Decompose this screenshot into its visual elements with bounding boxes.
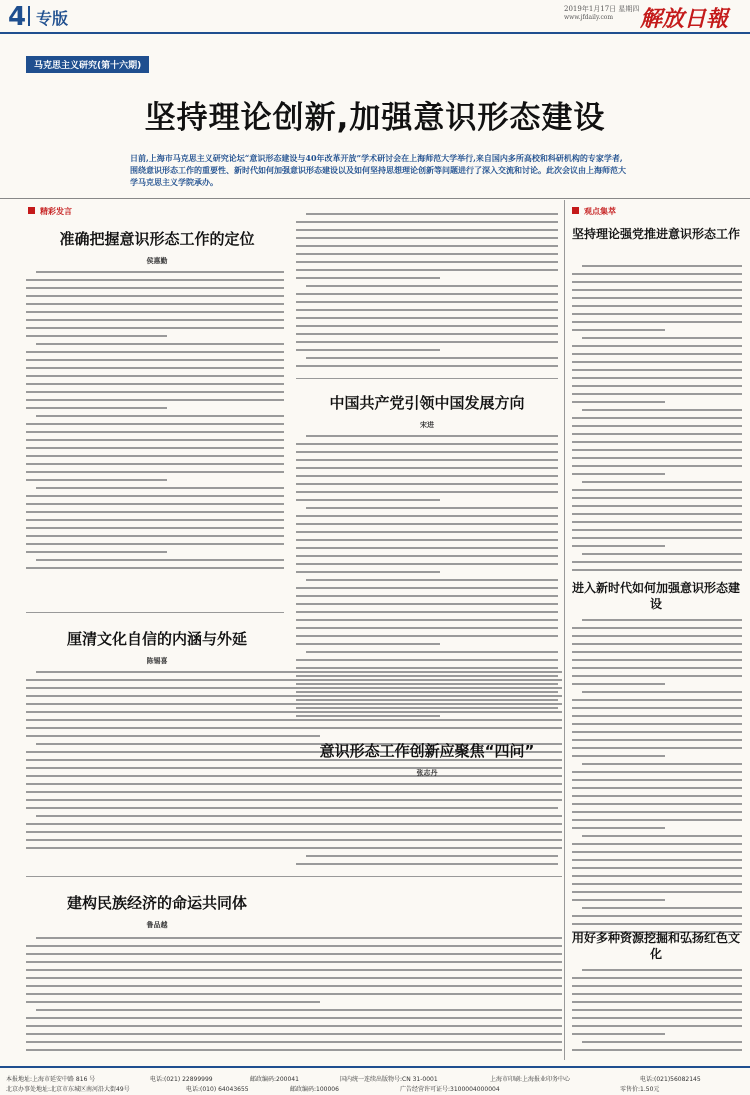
text-line <box>296 346 558 354</box>
text-line <box>296 266 558 274</box>
text-line <box>26 428 284 436</box>
text-line <box>572 566 742 574</box>
sidebar-title: 坚持理论强党推进意识形态工作 <box>571 227 740 241</box>
text-line <box>572 526 742 534</box>
text-line <box>296 712 558 720</box>
section-rule <box>26 612 284 613</box>
tag-viewpoints: 观点集萃 <box>572 206 616 217</box>
footer-phone: 电话:(021) 22899999 <box>150 1076 213 1083</box>
text-line <box>26 452 284 460</box>
sidebar-title: 用好多种资源挖掘和弘扬红色文化 <box>571 931 740 961</box>
text-line <box>296 504 558 512</box>
text-line <box>26 444 284 452</box>
article-author: 鲁品越 <box>146 920 168 929</box>
text-line <box>26 998 562 1006</box>
text-line <box>572 390 742 398</box>
text-line <box>572 816 742 824</box>
text-line <box>296 704 558 712</box>
text-line <box>26 388 284 396</box>
text-line <box>572 1006 742 1014</box>
article-author: 陈锡喜 <box>146 656 168 665</box>
text-line <box>26 950 562 958</box>
text-line <box>572 414 742 422</box>
text-line <box>26 1030 562 1038</box>
text-line <box>572 688 742 696</box>
text-line <box>26 540 284 548</box>
series-label: 马克思主义研究(第十六期) <box>26 56 149 73</box>
text-line <box>572 840 742 848</box>
footer-ad-license: 广告经营许可证号:3100004000004 <box>400 1086 500 1093</box>
text-line <box>26 564 284 572</box>
text-line <box>296 528 558 536</box>
text-line <box>26 356 284 364</box>
footer-cn: 国内统一连续出版物号:CN 31-0001 <box>340 1076 438 1083</box>
text-line <box>572 856 742 864</box>
footer-beijing-address: 北京办事处地址:北京市东城区南河沿大街49号 <box>6 1086 130 1093</box>
text-line <box>296 456 558 464</box>
footer-printer: 上海市印刷:上海报业印务中心 <box>490 1076 571 1083</box>
text-line <box>572 616 742 624</box>
section-name: 专版 <box>36 9 69 28</box>
text-line <box>26 548 284 556</box>
text-line <box>572 776 742 784</box>
text-line <box>296 656 558 664</box>
footer-price: 零售价:1.50元 <box>620 1086 660 1093</box>
text-line <box>26 396 284 404</box>
text-line <box>572 366 742 374</box>
text-line <box>572 462 742 470</box>
text-line <box>296 472 558 480</box>
text-line <box>572 534 742 542</box>
text-line <box>572 542 742 550</box>
text-line <box>572 350 742 358</box>
text-line <box>572 302 742 310</box>
article-title: 准确把握意识形态工作的定位 <box>59 230 255 248</box>
text-line <box>572 374 742 382</box>
text-line <box>296 258 558 266</box>
text-line <box>572 728 742 736</box>
text-line <box>572 784 742 792</box>
article-title: 意识形态工作创新应聚焦“四问” <box>319 742 535 760</box>
text-line <box>26 484 284 492</box>
text-line <box>572 912 742 920</box>
article-body <box>26 934 562 1058</box>
text-line <box>26 942 562 950</box>
text-line <box>296 520 558 528</box>
text-line <box>26 268 284 276</box>
website: www.jfdaily.com <box>564 14 614 21</box>
text-line <box>26 420 284 428</box>
text-line <box>296 600 558 608</box>
text-line <box>26 348 284 356</box>
text-line <box>296 536 558 544</box>
page-title: 坚持理论创新,加强意识形态建设 <box>144 100 606 136</box>
text-line <box>572 486 742 494</box>
text-line <box>26 460 284 468</box>
text-line <box>296 480 558 488</box>
text-line <box>296 648 558 656</box>
text-line <box>572 792 742 800</box>
text-line <box>572 990 742 998</box>
text-line <box>296 788 558 796</box>
text-line <box>572 672 742 680</box>
text-line <box>26 324 284 332</box>
text-line <box>296 820 558 828</box>
text-line <box>26 966 562 974</box>
text-line <box>296 804 558 812</box>
text-line <box>572 382 742 390</box>
header-divider <box>28 6 30 26</box>
text-line <box>26 524 284 532</box>
text-line <box>296 852 558 860</box>
text-line <box>572 880 742 888</box>
text-line <box>26 1038 562 1046</box>
text-line <box>572 518 742 526</box>
text-line <box>572 398 742 406</box>
text-line <box>572 632 742 640</box>
text-line <box>572 1038 742 1046</box>
text-line <box>26 990 562 998</box>
text-line <box>296 552 558 560</box>
page-number: 4 <box>8 2 27 32</box>
sidebar-body <box>572 262 742 574</box>
text-line <box>296 274 558 282</box>
text-line <box>296 234 558 242</box>
text-line <box>572 966 742 974</box>
text-line <box>296 242 558 250</box>
text-line <box>26 300 284 308</box>
text-line <box>572 286 742 294</box>
text-line <box>572 808 742 816</box>
text-line <box>296 640 558 648</box>
top-rule <box>0 198 750 199</box>
text-line <box>296 680 558 688</box>
text-line <box>296 688 558 696</box>
sidebar-title: 进入新时代如何加强意识形态建设 <box>571 581 740 611</box>
text-line <box>26 380 284 388</box>
text-line <box>26 1006 562 1014</box>
text-line <box>296 440 558 448</box>
text-line <box>572 752 742 760</box>
text-line <box>572 358 742 366</box>
sidebar-body <box>572 966 742 1058</box>
text-line <box>572 824 742 832</box>
text-line <box>296 314 558 322</box>
text-line <box>296 560 558 568</box>
text-line <box>26 364 284 372</box>
text-line <box>296 844 558 852</box>
text-line <box>572 438 742 446</box>
text-line <box>572 664 742 672</box>
text-line <box>572 904 742 912</box>
text-line <box>572 768 742 776</box>
text-line <box>26 436 284 444</box>
text-line <box>26 292 284 300</box>
article-author: 宋进 <box>420 420 434 429</box>
text-line <box>296 338 558 346</box>
text-line <box>26 508 284 516</box>
text-line <box>572 270 742 278</box>
text-line <box>572 888 742 896</box>
text-line <box>572 998 742 1006</box>
footer-beijing-postcode: 邮政编码:100006 <box>290 1086 339 1093</box>
text-line <box>26 516 284 524</box>
text-line <box>572 656 742 664</box>
sidebar-body <box>572 616 742 942</box>
text-line <box>572 558 742 566</box>
text-line <box>26 492 284 500</box>
text-line <box>572 896 742 904</box>
text-line <box>26 1022 562 1030</box>
text-line <box>572 430 742 438</box>
text-line <box>572 262 742 270</box>
text-line <box>296 330 558 338</box>
text-line <box>572 712 742 720</box>
text-line <box>572 294 742 302</box>
text-line <box>572 478 742 486</box>
text-line <box>296 290 558 298</box>
tag-highlights: 精彩发言 <box>28 206 72 217</box>
section-rule <box>296 728 558 729</box>
text-line <box>296 664 558 672</box>
article-title: 中国共产党引领中国发展方向 <box>329 394 525 412</box>
text-line <box>296 250 558 258</box>
text-line <box>26 500 284 508</box>
text-line <box>296 464 558 472</box>
text-line <box>296 672 558 680</box>
text-line <box>296 828 558 836</box>
article-author: 张志丹 <box>416 768 438 777</box>
text-line <box>26 934 562 942</box>
text-line <box>26 974 562 982</box>
article-title: 建构民族经济的命运共同体 <box>66 894 247 912</box>
article-author: 侯惠勤 <box>146 256 168 265</box>
text-line <box>296 584 558 592</box>
text-line <box>26 412 284 420</box>
text-line <box>26 1014 562 1022</box>
text-line <box>296 780 558 788</box>
text-line <box>572 640 742 648</box>
text-line <box>26 958 562 966</box>
text-line <box>296 362 558 370</box>
text-line <box>296 432 558 440</box>
text-line <box>572 624 742 632</box>
text-line <box>26 308 284 316</box>
text-line <box>26 982 562 990</box>
text-line <box>296 322 558 330</box>
text-line <box>296 568 558 576</box>
text-line <box>572 310 742 318</box>
text-line <box>296 576 558 584</box>
article-body <box>296 210 558 374</box>
text-line <box>572 680 742 688</box>
text-line <box>296 616 558 624</box>
text-line <box>26 372 284 380</box>
text-line <box>572 648 742 656</box>
text-line <box>572 974 742 982</box>
text-line <box>26 404 284 412</box>
text-line <box>572 342 742 350</box>
text-line <box>296 796 558 804</box>
text-line <box>26 556 284 564</box>
footer-beijing-phone: 电话:(010) 64043655 <box>186 1086 249 1093</box>
text-line <box>296 448 558 456</box>
masthead <box>0 0 750 34</box>
text-line <box>572 920 742 928</box>
text-line <box>572 1046 742 1054</box>
text-line <box>26 284 284 292</box>
text-line <box>572 494 742 502</box>
text-line <box>572 872 742 880</box>
text-line <box>572 982 742 990</box>
text-line <box>296 812 558 820</box>
text-line <box>572 470 742 478</box>
newspaper-logo: 解放日報 <box>640 6 729 32</box>
text-line <box>26 468 284 476</box>
text-line <box>296 298 558 306</box>
column-divider <box>564 200 565 1060</box>
article-body <box>26 268 284 578</box>
lead-paragraph: 日前,上海市马克思主义研究论坛“意识形态建设与40年改革开放”学术研讨会在上海师范大学举行,来自国内多所高校和科研机构的专家学者,围绕意识形态工作的重要性、新时代如何加强意识形态建设以及如何坚持思想理论创新等问题进行了深入交流和讨论。此次会议由上海师范大学马克思主义学院承办。 <box>130 153 626 187</box>
footer <box>0 1066 750 1095</box>
text-line <box>26 1046 562 1054</box>
text-line <box>572 278 742 286</box>
text-line <box>26 340 284 348</box>
text-line <box>572 696 742 704</box>
footer-printer-phone: 电话:(021)56082145 <box>640 1076 701 1083</box>
text-line <box>572 334 742 342</box>
text-line <box>572 326 742 334</box>
text-line <box>296 218 558 226</box>
text-line <box>572 864 742 872</box>
issue-date: 2019年1月17日 星期四 <box>564 5 640 13</box>
text-line <box>572 1014 742 1022</box>
text-line <box>296 624 558 632</box>
text-line <box>296 836 558 844</box>
text-line <box>572 422 742 430</box>
text-line <box>296 592 558 600</box>
text-line <box>572 446 742 454</box>
text-line <box>296 632 558 640</box>
text-line <box>296 210 558 218</box>
text-line <box>26 532 284 540</box>
text-line <box>572 736 742 744</box>
text-line <box>296 496 558 504</box>
text-line <box>296 608 558 616</box>
text-line <box>572 848 742 856</box>
text-line <box>296 226 558 234</box>
text-line <box>26 732 562 740</box>
text-line <box>572 760 742 768</box>
text-line <box>296 860 558 868</box>
text-line <box>572 502 742 510</box>
footer-postcode: 邮政编码:200041 <box>250 1076 299 1083</box>
text-line <box>572 1022 742 1030</box>
text-line <box>572 720 742 728</box>
text-line <box>26 476 284 484</box>
text-line <box>572 406 742 414</box>
section-rule <box>296 378 558 379</box>
article-body <box>296 432 558 722</box>
text-line <box>572 1030 742 1038</box>
article-body <box>296 780 558 874</box>
text-line <box>572 704 742 712</box>
text-line <box>296 306 558 314</box>
text-line <box>296 354 558 362</box>
text-line <box>296 544 558 552</box>
text-line <box>572 510 742 518</box>
text-line <box>572 800 742 808</box>
text-line <box>572 832 742 840</box>
article-title: 厘清文化自信的内涵与外延 <box>66 630 247 648</box>
text-line <box>26 276 284 284</box>
text-line <box>296 696 558 704</box>
footer-address: 本报地址:上海市延安中路 816 号 <box>6 1076 96 1083</box>
section-rule <box>26 876 562 877</box>
text-line <box>572 744 742 752</box>
text-line <box>572 318 742 326</box>
text-line <box>572 454 742 462</box>
text-line <box>296 282 558 290</box>
text-line <box>296 488 558 496</box>
text-line <box>572 550 742 558</box>
text-line <box>26 332 284 340</box>
text-line <box>26 316 284 324</box>
text-line <box>296 512 558 520</box>
